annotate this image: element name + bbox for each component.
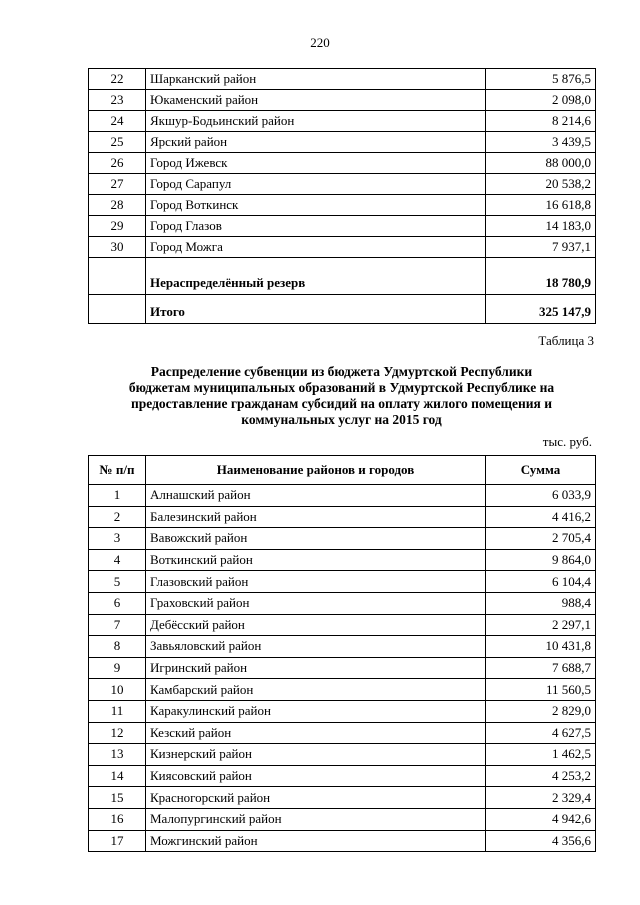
row-amount: 7 688,7 [486,657,596,679]
row-num: 28 [89,195,146,216]
row-num: 7 [89,614,146,636]
row-num: 8 [89,636,146,658]
reserve-row [89,258,596,295]
total-row [89,295,596,324]
table-body [89,69,596,324]
row-num: 22 [89,69,146,90]
row-name: Малопургинский район [146,808,486,830]
row-name: Глазовский район [146,571,486,593]
row-num: 16 [89,808,146,830]
row-amount: 9 864,0 [486,549,596,571]
table-row [89,636,596,658]
subvention-table [88,455,596,852]
row-name: Шарканский район [146,69,486,90]
table-title-line: предоставление гражданам субсидий на оплату жилого помещения и [131,396,552,411]
row-amount: 4 253,2 [486,765,596,787]
row-amount: 16 618,8 [486,195,596,216]
row-num: 10 [89,679,146,701]
row-num: 17 [89,830,146,852]
row-amount: 88 000,0 [486,153,596,174]
row-num: 2 [89,506,146,528]
row-num: 24 [89,111,146,132]
table-row [89,549,596,571]
row-num: 15 [89,787,146,809]
table-row [89,592,596,614]
table-row [89,153,596,174]
table-row [89,571,596,593]
table-body [89,485,596,852]
allocation-table-continued [88,68,596,324]
row-num: 5 [89,571,146,593]
row-name: Город Сарапул [146,174,486,195]
row-name: Алнашский район [146,485,486,507]
table-row [89,808,596,830]
row-num: 1 [89,485,146,507]
table-row [89,69,596,90]
table-row [89,216,596,237]
empty-cell [89,258,146,295]
table-row [89,700,596,722]
row-num: 26 [89,153,146,174]
table-header-row [89,456,596,485]
table-title [88,364,595,428]
table-row [89,90,596,111]
table-row [89,195,596,216]
row-amount: 4 416,2 [486,506,596,528]
row-amount: 4 627,5 [486,722,596,744]
table-row [89,722,596,744]
row-name: Красногорский район [146,787,486,809]
row-name: Кезский район [146,722,486,744]
row-name: Камбарский район [146,679,486,701]
row-amount: 988,4 [486,592,596,614]
table-row [89,657,596,679]
row-name: Балезинский район [146,506,486,528]
row-amount: 7 937,1 [486,237,596,258]
row-name: Дебёсский район [146,614,486,636]
row-amount: 2 829,0 [486,700,596,722]
row-amount: 5 876,5 [486,69,596,90]
row-amount: 10 431,8 [486,636,596,658]
row-name: Игринский район [146,657,486,679]
row-num: 23 [89,90,146,111]
row-amount: 11 560,5 [486,679,596,701]
row-amount: 2 329,4 [486,787,596,809]
row-name: Город Можга [146,237,486,258]
row-amount: 2 297,1 [486,614,596,636]
table-caption: Таблица 3 [538,333,594,348]
row-amount: 2 705,4 [486,528,596,550]
row-num: 25 [89,132,146,153]
table-row [89,679,596,701]
table-row [89,506,596,528]
table-row [89,744,596,766]
table-row [89,111,596,132]
row-num: 12 [89,722,146,744]
table-row [89,765,596,787]
table-title-line: бюджетам муниципальных образований в Удмуртской Республике на [128,380,555,395]
header-name: Наименование районов и городов [146,456,486,485]
row-name: Киясовский район [146,765,486,787]
total-row-amount: 325 147,9 [486,295,596,324]
row-name: Кизнерский район [146,744,486,766]
row-num: 11 [89,700,146,722]
row-amount: 6 104,4 [486,571,596,593]
row-num: 4 [89,549,146,571]
table-row [89,528,596,550]
row-num: 3 [89,528,146,550]
row-name: Завьяловский район [146,636,486,658]
header-num: № п/п [89,456,146,485]
row-name: Граховский район [146,592,486,614]
row-num: 6 [89,592,146,614]
row-amount: 1 462,5 [486,744,596,766]
table-row [89,614,596,636]
row-amount: 8 214,6 [486,111,596,132]
row-amount: 14 183,0 [486,216,596,237]
table-row [89,485,596,507]
row-num: 27 [89,174,146,195]
table-row [89,830,596,852]
reserve-row-amount: 18 780,9 [486,258,596,295]
header-amount: Сумма [486,456,596,485]
row-num: 14 [89,765,146,787]
row-amount: 3 439,5 [486,132,596,153]
row-name: Каракулинский район [146,700,486,722]
row-amount: 6 033,9 [486,485,596,507]
row-name: Город Глазов [146,216,486,237]
row-amount: 2 098,0 [486,90,596,111]
reserve-row-label: Нераспределённый резерв [146,258,486,295]
row-num: 13 [89,744,146,766]
table-title-line: Распределение субвенции из бюджета Удмуртской Республики [150,364,533,379]
row-name: Юкаменский район [146,90,486,111]
row-amount: 4 942,6 [486,808,596,830]
row-name: Якшур-Бодьинский район [146,111,486,132]
row-name: Город Воткинск [146,195,486,216]
row-num: 30 [89,237,146,258]
row-name: Можгинский район [146,830,486,852]
table-title-line: коммунальных услуг на 2015 год [241,412,442,427]
table-row [89,132,596,153]
row-name: Воткинский район [146,549,486,571]
row-name: Ярский район [146,132,486,153]
row-name: Вавожский район [146,528,486,550]
row-name: Город Ижевск [146,153,486,174]
total-row-label: Итого [146,295,486,324]
row-num: 9 [89,657,146,679]
table-row [89,237,596,258]
empty-cell [89,295,146,324]
table-row [89,174,596,195]
row-amount: 20 538,2 [486,174,596,195]
row-num: 29 [89,216,146,237]
row-amount: 4 356,6 [486,830,596,852]
units-label: тыс. руб. [542,434,592,449]
table-row [89,787,596,809]
page-number: 220 [310,35,330,50]
